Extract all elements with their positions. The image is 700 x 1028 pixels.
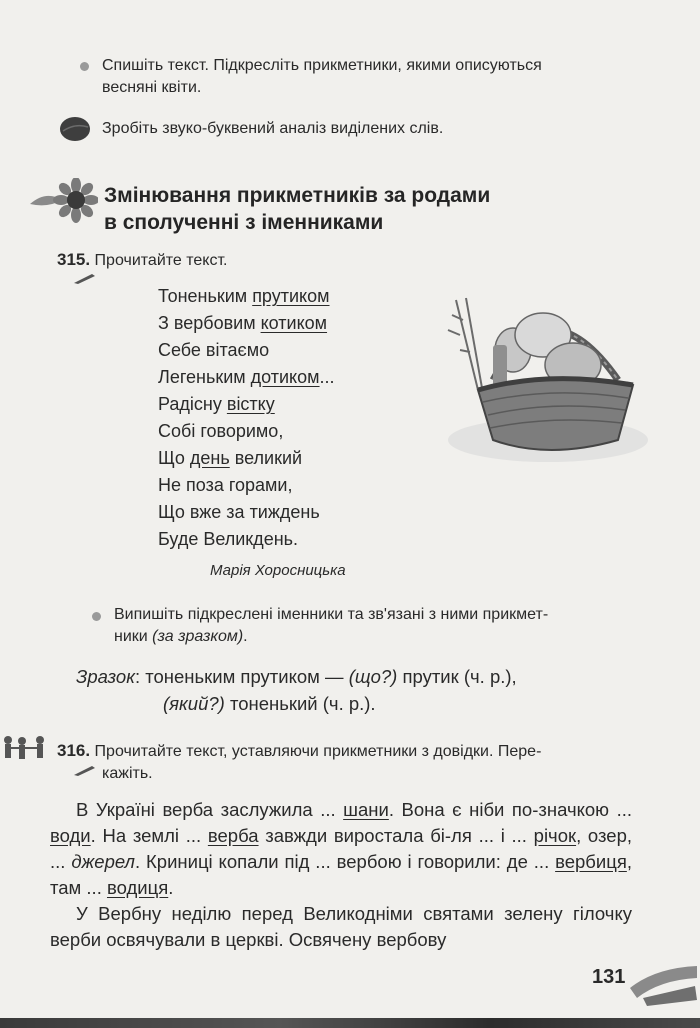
pen-icon [72, 763, 96, 777]
task-text: Спишіть текст. Підкресліть прикметники, якими описуються весняні квіти. [102, 57, 542, 96]
text-paragraph: В Україні верба заслужила ... шани. Вона є ніби по-значкою ... води. На землі ... верба завжди виростала бі-ля ... і ... річок, озер, ... джерел. Криниці копали під ... вербою і говорили: де ... вербиця, там ... водиця. У Вербну неділю перед Великодніми святами зелену гілочку верби освячували в церкві. Освячену вербову [50, 799, 632, 950]
poem-line: Тоненьким прутиком [158, 286, 330, 306]
pen-icon [72, 271, 96, 285]
exercise-instruction: кажіть. [102, 765, 153, 782]
sample: Зразок: тоненьким прутиком — (що?) прутик (ч. р.), (який?) тоненький (ч. р.). [76, 666, 517, 714]
poem-author: Марія Хоросницька [210, 562, 346, 579]
gray-bullet-icon [80, 62, 89, 71]
poem-line: Що день великий [158, 448, 303, 468]
exercise-number: 315. [57, 250, 91, 269]
poem-line: Собі говоримо, [158, 421, 284, 441]
page-number: 131 [592, 966, 626, 988]
page-bottom-edge [0, 1018, 700, 1028]
children-icon [0, 735, 54, 763]
easter-basket-icon [438, 290, 658, 470]
sunflower-icon [28, 178, 98, 224]
poem-line: Не поза горами, [158, 475, 293, 495]
exercise-number: 316. [57, 741, 91, 760]
pencil-decoration-icon [625, 958, 700, 1008]
task-text: Випишіть підкреслені іменники та зв'язані з ними прикмет- ники (за зразком). [114, 606, 549, 645]
poem-line: Себе вітаємо [158, 340, 270, 360]
exercise-instruction: Прочитайте текст, уставляючи прикметники з довідки. Пере- [94, 743, 542, 760]
task-text: Зробіть звуко-буквений аналіз виділених слів. [102, 120, 444, 137]
poem-line: Радісну вістку [158, 394, 275, 414]
poem-line: Що вже за тиждень [158, 502, 320, 522]
gray-bullet-icon [92, 612, 101, 621]
exercise-315-header [57, 250, 227, 272]
dark-leaf-icon [58, 115, 92, 143]
poem-line: Легеньким дотиком... [158, 367, 335, 387]
section-title: Змінювання прикметників за родами в сполученні з іменниками [104, 184, 491, 234]
poem-line: З вербовим котиком [158, 313, 328, 333]
exercise-instruction: Прочитайте текст. [94, 252, 228, 269]
poem-line: Буде Великдень. [158, 529, 299, 549]
exercise-316-header [57, 741, 647, 785]
